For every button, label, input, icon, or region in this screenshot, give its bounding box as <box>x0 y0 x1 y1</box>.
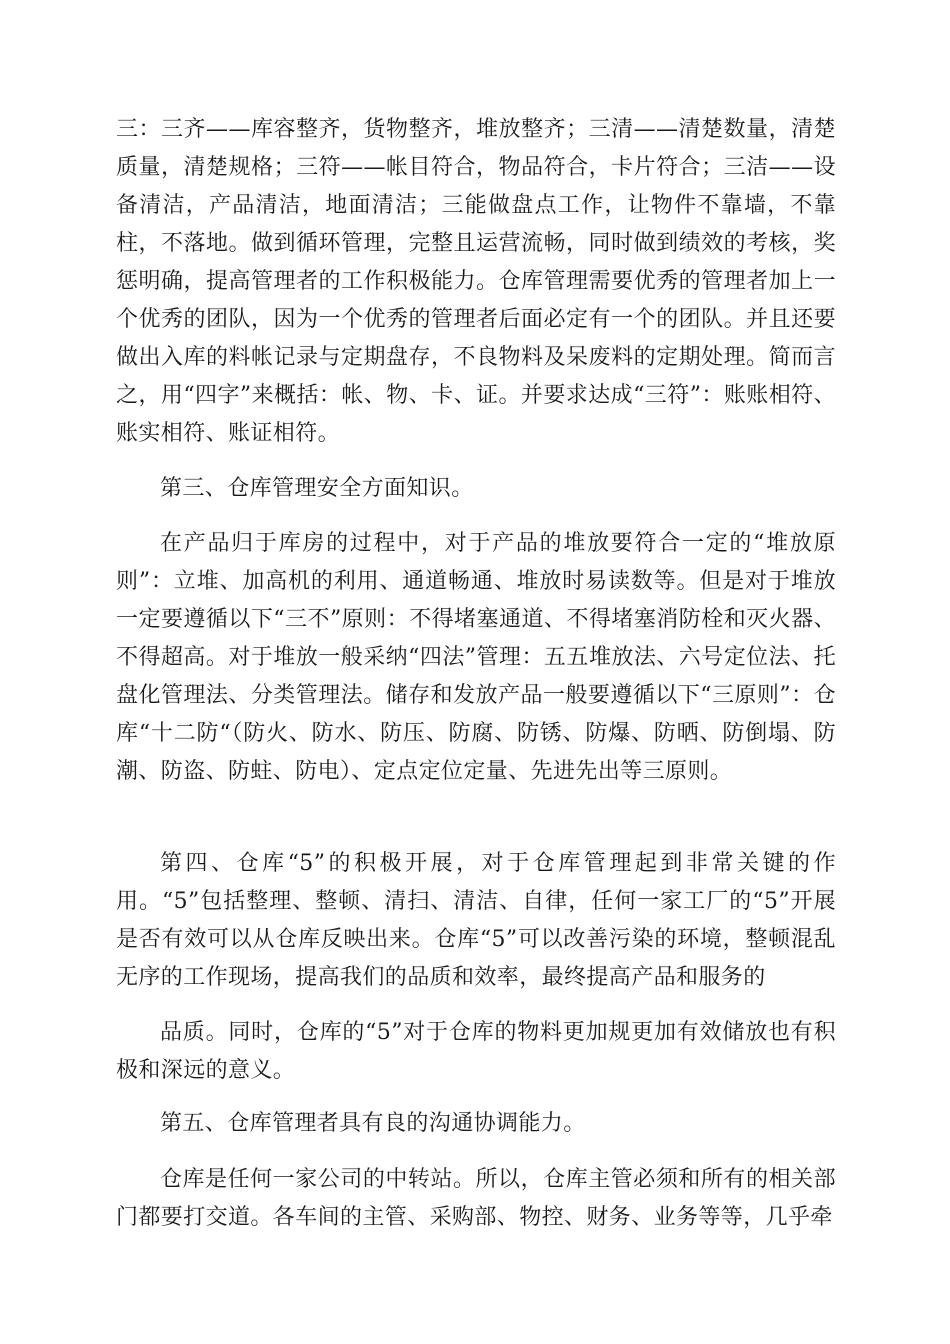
paragraph-5s-continued: 品质。同时，仓库的“5”对于仓库的物料更加规更加有效储放也有积极和深远的意义。 <box>116 1020 836 1083</box>
paragraph-three-principles: 三：三齐——库容整齐，货物整齐，堆放整齐；三清——清楚数量，清楚质量，清楚规格；三符——帐目符合，物品符合，卡片符合；三洁——设备清洁，产品清洁，地面清洁；三能做盘点工作，让物件不靠墙，不靠柱，不落地。做到循环管理，完整且运营流畅，同时做到绩效的考核，奖惩明确，提高管理者的工作积极能力。仓库管理需要优秀的管理者加上一个优秀的团队，因为一个优秀的管理者后面必定有一个的团队。并且还要做出入库的料帐记录与定期盘存，不良物料及呆废料的定期处理。简而言之，用“四字”来概括：帐、物、卡、证。并要求达成“三符”：账账相符、账实相符、账证相符。 <box>116 117 836 446</box>
heading-fifth-communication: 第五、仓库管理者具有良的沟通协调能力。 <box>160 1111 586 1136</box>
heading-third-safety: 第三、仓库管理安全方面知识。 <box>160 476 474 501</box>
paragraph-warehouse-hub: 仓库是任何一家公司的中转站。所以，仓库主管必须和所有的相关部门都要打交道。各车间的主管、采购部、物控、财务、业务等等，几乎牵 <box>116 1167 836 1230</box>
paragraph-stacking-principles: 在产品归于库房的过程中，对于产品的堆放要符合一定的“堆放原则”：立堆、加高机的利用、通道畅通、堆放时易读数等。但是对于堆放一定要遵循以下“三不”原则：不得堵塞通道、不得堵塞消防栓和灭火器、不得超高。对于堆放一般采纳“四法”管理：五五堆放法、六号定位法、托盘化管理法、分类管理法。储存和发放产品一般要遵循以下“三原则”：仓库“十二防“（防火、防水、防压、防腐、防锈、防爆、防晒、防倒塌、防潮、防盗、防蛀、防电）、定点定位定量、先进先出等三原则。 <box>116 531 836 784</box>
paragraph-fourth-5s: 第四、仓库“5”的积极开展，对于仓库管理起到非常关键的作用。“5”包括整理、整顿、清扫、清洁、自律，任何一家工厂的“5”开展是否有效可以从仓库反映出来。仓库“5”可以改善污染的环境，整顿混乱无序的工作现场，提高我们的品质和效率，最终提高产品和服务的 <box>116 851 836 990</box>
